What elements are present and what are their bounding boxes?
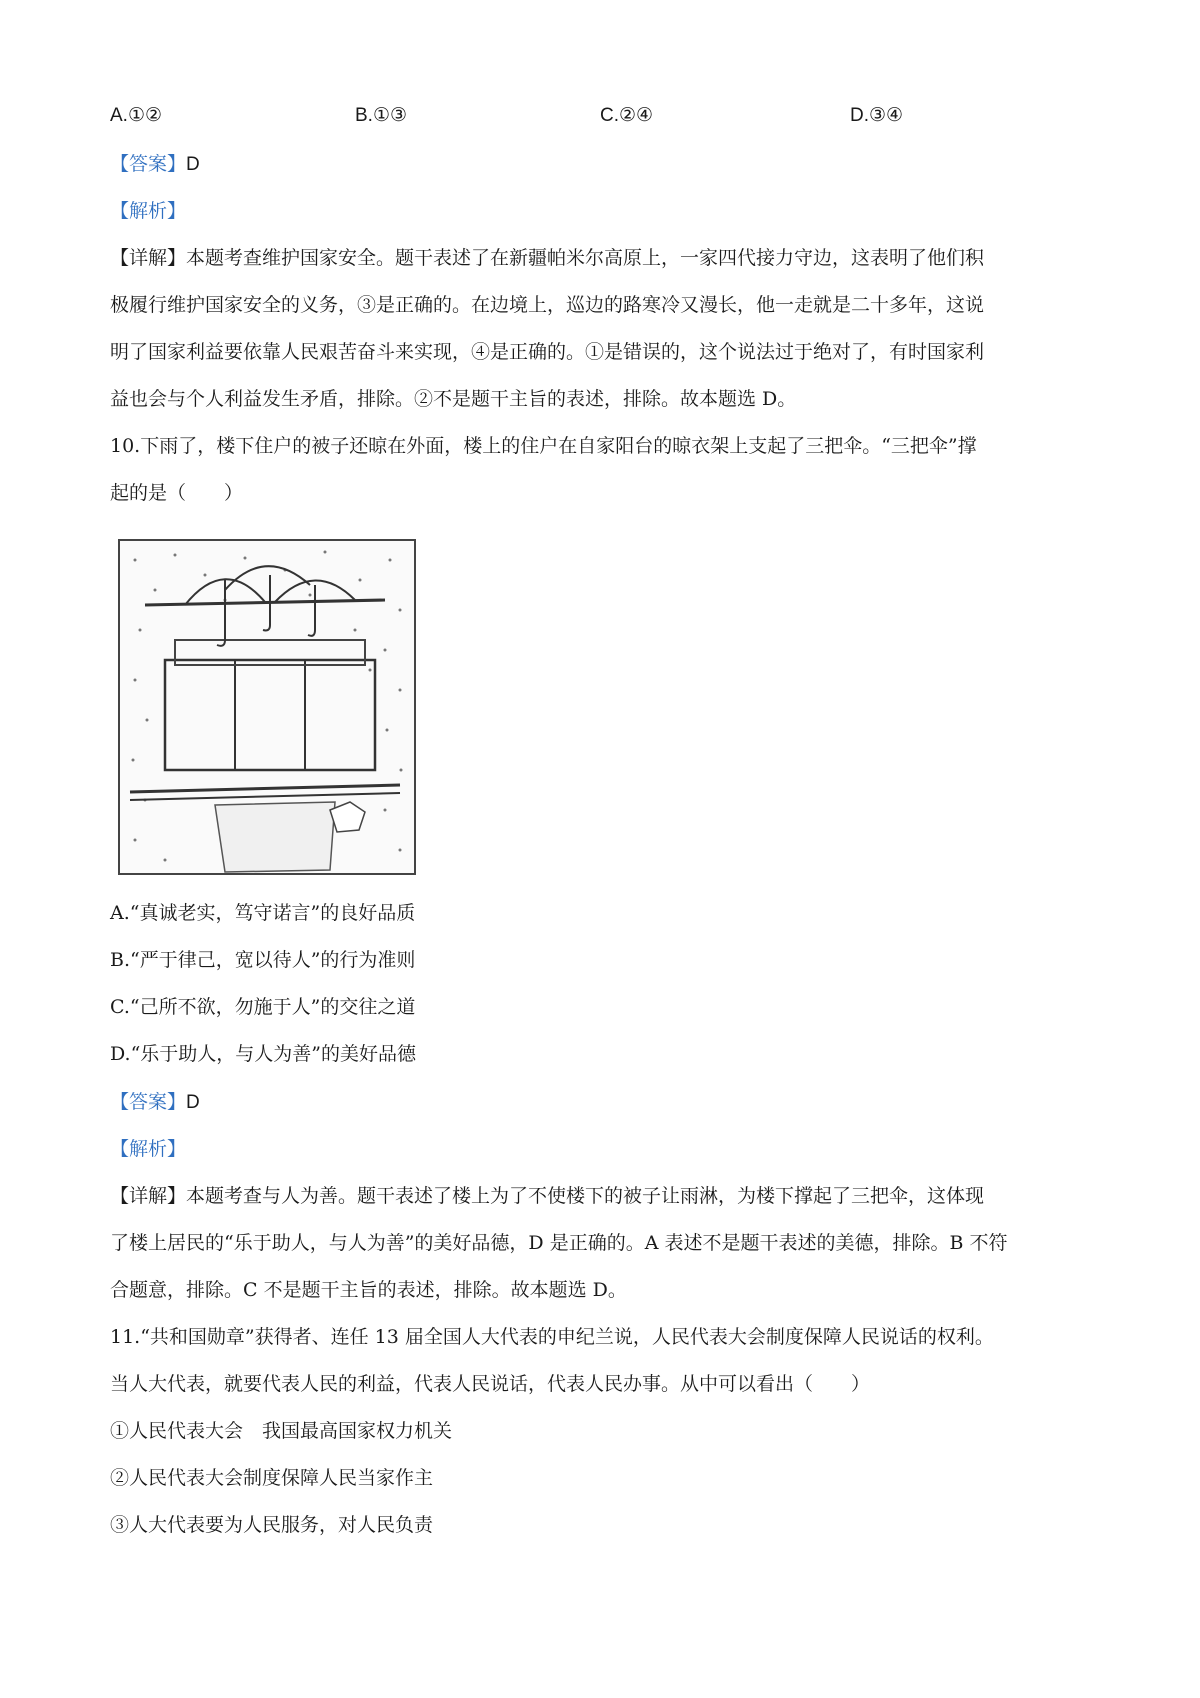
q11-stem-line: 当人大代表，就要代表人民的利益，代表人民说话，代表人民办事。从中可以看出（ ） [110, 1373, 871, 1395]
q9-option-c: C.②④ [600, 105, 654, 126]
detail-label: 【详解】 [110, 1185, 187, 1207]
answer-value: D [186, 154, 200, 175]
q11-statement: ②人民代表大会制度保障人民当家作主 [110, 1467, 434, 1489]
q11-stem-line: 11.“共和国勋章”获得者、连任 13 届全国人大代表的申纪兰说，人民代表大会制度保障人民说话的权利。 [110, 1326, 994, 1348]
q11-statement: ③人大代表要为人民服务，对人民负责 [110, 1514, 434, 1536]
q10-stem-line: 起的是（ ） [110, 482, 244, 504]
q9-detail-line: 明了国家利益要依靠人民艰苦奋斗来实现，④是正确的。①是错误的，这个说法过于绝对了，有时国家利 [110, 341, 985, 363]
q10-detail-line: 合题意，排除。C 不是题干主旨的表述，排除。故本题选 D。 [110, 1279, 627, 1301]
q10-option-b: B.“严于律己，宽以待人”的行为准则 [110, 949, 416, 971]
q11-statement: ①人民代表大会 我国最高国家权力机关 [110, 1420, 453, 1442]
q10-analysis-label: 【解析】 [110, 1138, 187, 1160]
q10-option-d: D.“乐于助人，与人为善”的美好品德 [110, 1043, 417, 1065]
answer-label: 【答案】 [110, 1091, 187, 1113]
q9-analysis-label: 【解析】 [110, 200, 187, 222]
q10-option-c: C.“己所不欲，勿施于人”的交往之道 [110, 996, 416, 1018]
q9-option-d: D.③④ [850, 105, 904, 126]
answer-label: 【答案】 [110, 153, 187, 175]
q9-options-row [110, 101, 1100, 131]
q10-answer [110, 1087, 1100, 1118]
q9-detail-line: 【详解】本题考查维护国家安全。题干表述了在新疆帕米尔高原上，一家四代接力守边，这表明了他们积 [110, 247, 985, 269]
q9-detail-line: 极履行维护国家安全的义务，③是正确的。在边境上，巡边的路寒冷又漫长，他一走就是二十多年，这说 [110, 294, 985, 316]
q9-option-b: B.①③ [355, 105, 408, 126]
umbrella-balcony-sketch [115, 530, 425, 880]
q10-detail-line: 【详解】本题考查与人为善。题干表述了楼上为了不使楼下的被子让雨淋，为楼下撑起了三把伞，这体现 [110, 1185, 985, 1207]
q9-option-a: A.①② [110, 105, 163, 126]
q10-illustration [115, 530, 425, 880]
q10-option-a: A.“真诚老实，笃守诺言”的良好品质 [110, 902, 416, 924]
q9-detail-line: 益也会与个人利益发生矛盾，排除。②不是题干主旨的表述，排除。故本题选 D。 [110, 388, 797, 410]
answer-value: D [186, 1092, 200, 1113]
q10-detail-line: 了楼上居民的“乐于助人，与人为善”的美好品德，D 是正确的。A 表述不是题干表述的美德，排除。B 不符 [110, 1232, 1008, 1254]
q9-answer [110, 149, 1100, 180]
q10-stem-line: 10.下雨了，楼下住户的被子还晾在外面，楼上的住户在自家阳台的晾衣架上支起了三把伞。“三把伞”撑 [110, 435, 977, 457]
detail-label: 【详解】 [110, 247, 187, 269]
